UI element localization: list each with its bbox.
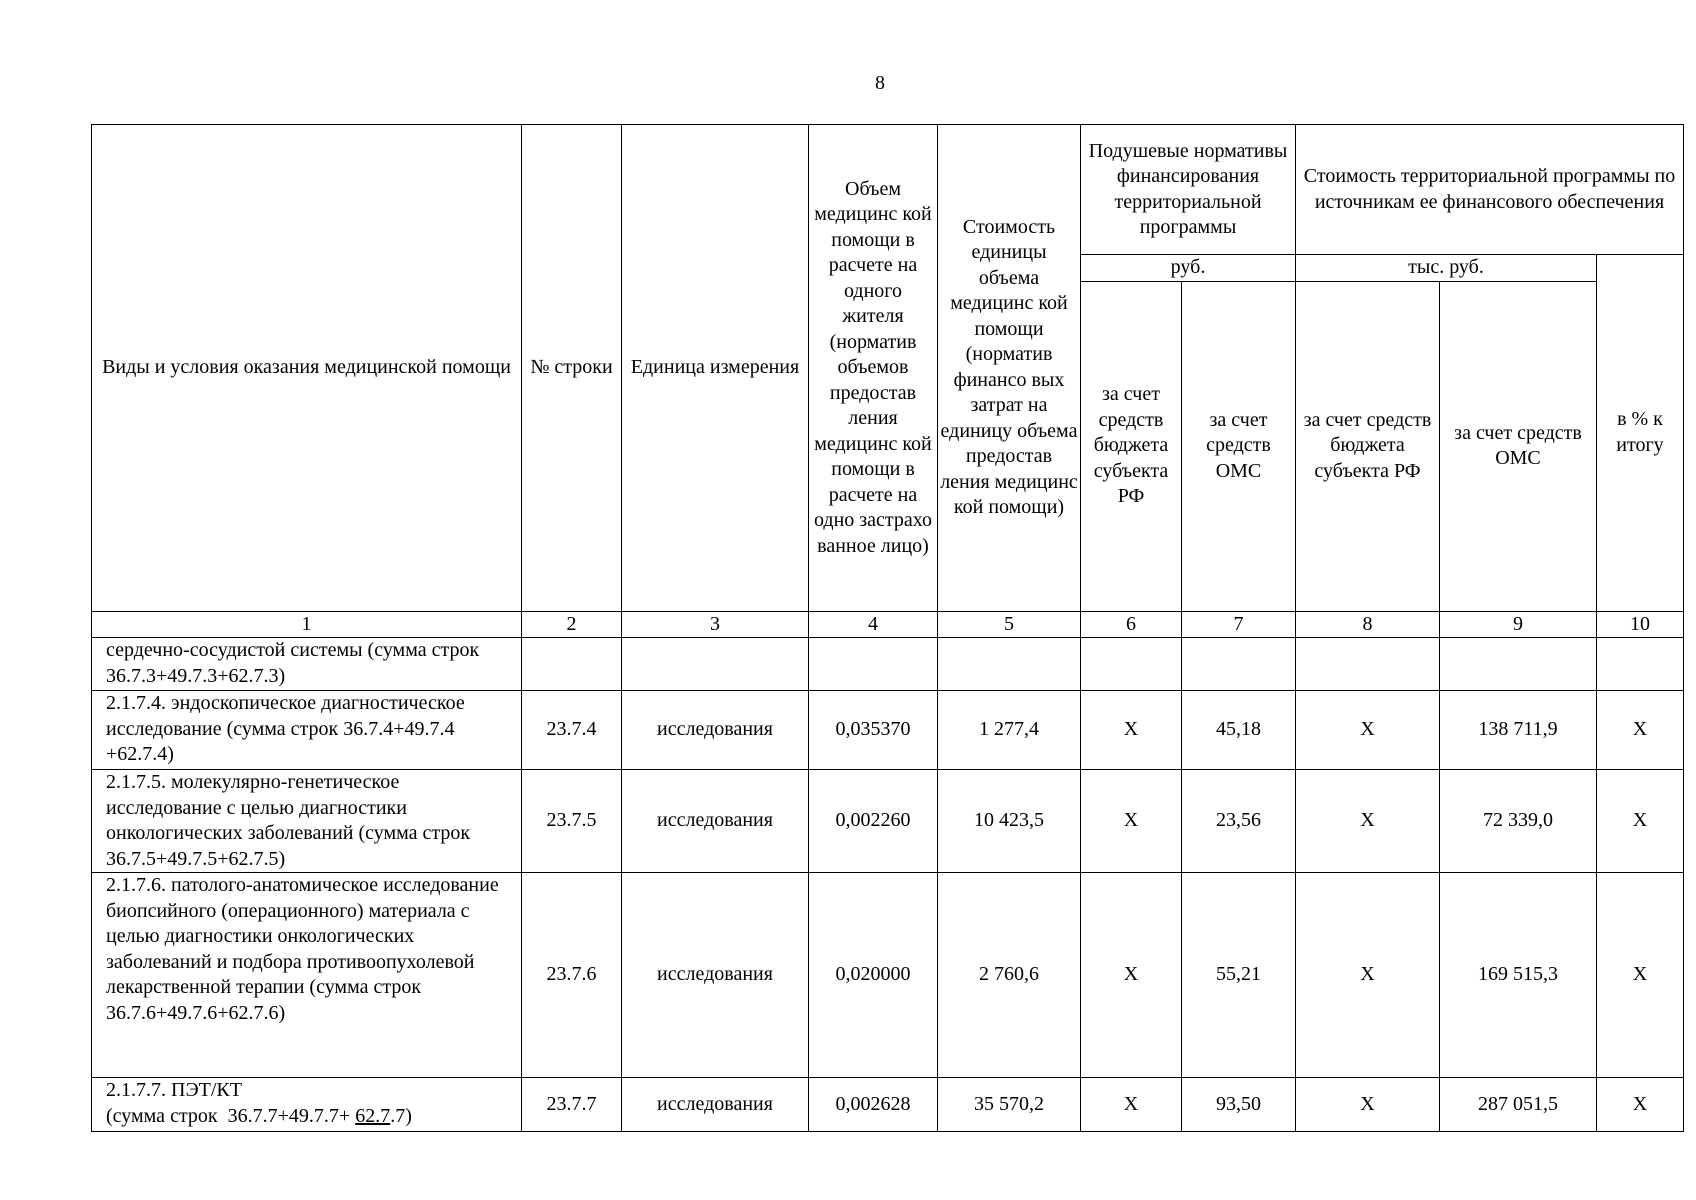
- header-group-cost: Стоимость территориальной программы по источникам ее финансового обеспечения: [1296, 125, 1684, 255]
- row-unit: [622, 638, 809, 691]
- row-line: 23.7.5: [522, 770, 622, 873]
- header-col1: Виды и условия оказания медицинской помощи: [92, 125, 522, 612]
- row-c7: 93,50: [1182, 1078, 1296, 1132]
- row-name: 2.1.7.5. молекулярно-генетическое исследование с целью диагностики онкологических заболеваний (сумма строк 36.7.5+49.7.5+62.7.5): [92, 770, 522, 873]
- row-cost: 1 277,4: [938, 691, 1081, 770]
- col-number: 6: [1081, 611, 1182, 638]
- row-volume: 0,020000: [809, 873, 938, 1078]
- col-number: 10: [1597, 611, 1684, 638]
- row-name-prefix: (сумма строк 36.7.7+49.7.7+: [106, 1104, 356, 1127]
- row-c8: Х: [1296, 770, 1440, 873]
- row-name: 2.1.7.6. патолого-анатомическое исследование биопсийного (операционного) материала с целью диагностики онкологических заболеваний и подбора противоопухолевой лекарственной терапии (сумма строк 36.7.6+49.7.6+62.7.6): [92, 873, 522, 1078]
- col-number: 8: [1296, 611, 1440, 638]
- row-c9: 169 515,3: [1440, 873, 1597, 1078]
- row-cost: 10 423,5: [938, 770, 1081, 873]
- financing-table: [91, 124, 1684, 1132]
- row-name-line2: [106, 1104, 519, 1130]
- header-col10: в % к итогу: [1597, 255, 1684, 612]
- page-number: 8: [875, 72, 885, 94]
- col-number: 1: [92, 611, 522, 638]
- row-name: 2.1.7.4. эндоскопическое диагностическое исследование (сумма строк 36.7.4+49.7.4 +62.7.4): [92, 691, 522, 770]
- row-cost: 2 760,6: [938, 873, 1081, 1078]
- column-number-row: [92, 611, 1684, 638]
- row-cost: [938, 638, 1081, 691]
- header-col8: за счет средств бюджета субъекта РФ: [1296, 281, 1440, 611]
- header-col2: № строки: [522, 125, 622, 612]
- row-line: [522, 638, 622, 691]
- row-name-underlined: 62.7: [355, 1104, 391, 1127]
- row-line: 23.7.7: [522, 1078, 622, 1132]
- row-c7: 55,21: [1182, 873, 1296, 1078]
- row-volume: [809, 638, 938, 691]
- col-number: 3: [622, 611, 809, 638]
- row-c10: Х: [1597, 1078, 1684, 1132]
- row-c10: [1597, 638, 1684, 691]
- row-c10: Х: [1597, 770, 1684, 873]
- row-c10: Х: [1597, 691, 1684, 770]
- row-c6: Х: [1081, 770, 1182, 873]
- row-c6: [1081, 638, 1182, 691]
- col-number: 4: [809, 611, 938, 638]
- row-c7: 45,18: [1182, 691, 1296, 770]
- row-volume: 0,002260: [809, 770, 938, 873]
- col-number: 9: [1440, 611, 1597, 638]
- row-unit: исследования: [622, 1078, 809, 1132]
- row-name-line1: 2.1.7.7. ПЭТ/КТ: [106, 1079, 242, 1101]
- table-row: [92, 770, 1684, 873]
- row-name-suffix: .7): [390, 1104, 412, 1127]
- row-c6: Х: [1081, 691, 1182, 770]
- header-unit-thousand-rub: тыс. руб.: [1296, 255, 1597, 282]
- row-c9: 72 339,0: [1440, 770, 1597, 873]
- row-c6: Х: [1081, 1078, 1182, 1132]
- col-number: 7: [1182, 611, 1296, 638]
- header-col6: за счет средств бюджета субъекта РФ: [1081, 281, 1182, 611]
- row-volume: 0,002628: [809, 1078, 938, 1132]
- row-c8: Х: [1296, 691, 1440, 770]
- table-row: [92, 1078, 1684, 1132]
- col-number: 5: [938, 611, 1081, 638]
- row-c8: Х: [1296, 1078, 1440, 1132]
- row-line: 23.7.6: [522, 873, 622, 1078]
- row-c7: [1182, 638, 1296, 691]
- row-c9: [1440, 638, 1597, 691]
- table-row: [92, 691, 1684, 770]
- row-name: сердечно-сосудистой системы (сумма строк 36.7.3+49.7.3+62.7.3): [92, 638, 522, 691]
- row-name: [92, 1078, 522, 1132]
- row-c9: 287 051,5: [1440, 1078, 1597, 1132]
- row-volume: 0,035370: [809, 691, 938, 770]
- row-c6: Х: [1081, 873, 1182, 1078]
- header-col4: Объем медицинс кой помощи в расчете на одного жителя (норматив объемов предостав ления медицинс кой помощи в расчете на одно застрахо ванное лицо): [809, 125, 938, 612]
- header-col9: за счет средств ОМС: [1440, 281, 1597, 611]
- header-col3: Единица измерения: [622, 125, 809, 612]
- header-col7: за счет средств ОМС: [1182, 281, 1296, 611]
- row-line: 23.7.4: [522, 691, 622, 770]
- table-row: [92, 873, 1684, 1078]
- row-unit: исследования: [622, 873, 809, 1078]
- row-cost: 35 570,2: [938, 1078, 1081, 1132]
- row-c7: 23,56: [1182, 770, 1296, 873]
- header-group-per-capita: Подушевые нормативы финансирования территориальной программы: [1081, 125, 1296, 255]
- row-c8: Х: [1296, 873, 1440, 1078]
- header-col5: Стоимость единицы объема медицинс кой помощи (норматив финансо вых затрат на единицу объема предостав ления медицинс кой помощи): [938, 125, 1081, 612]
- row-c9: 138 711,9: [1440, 691, 1597, 770]
- row-c8: [1296, 638, 1440, 691]
- row-c10: Х: [1597, 873, 1684, 1078]
- table-row: [92, 638, 1684, 691]
- col-number: 2: [522, 611, 622, 638]
- row-unit: исследования: [622, 770, 809, 873]
- header-unit-rub: руб.: [1081, 255, 1296, 282]
- row-unit: исследования: [622, 691, 809, 770]
